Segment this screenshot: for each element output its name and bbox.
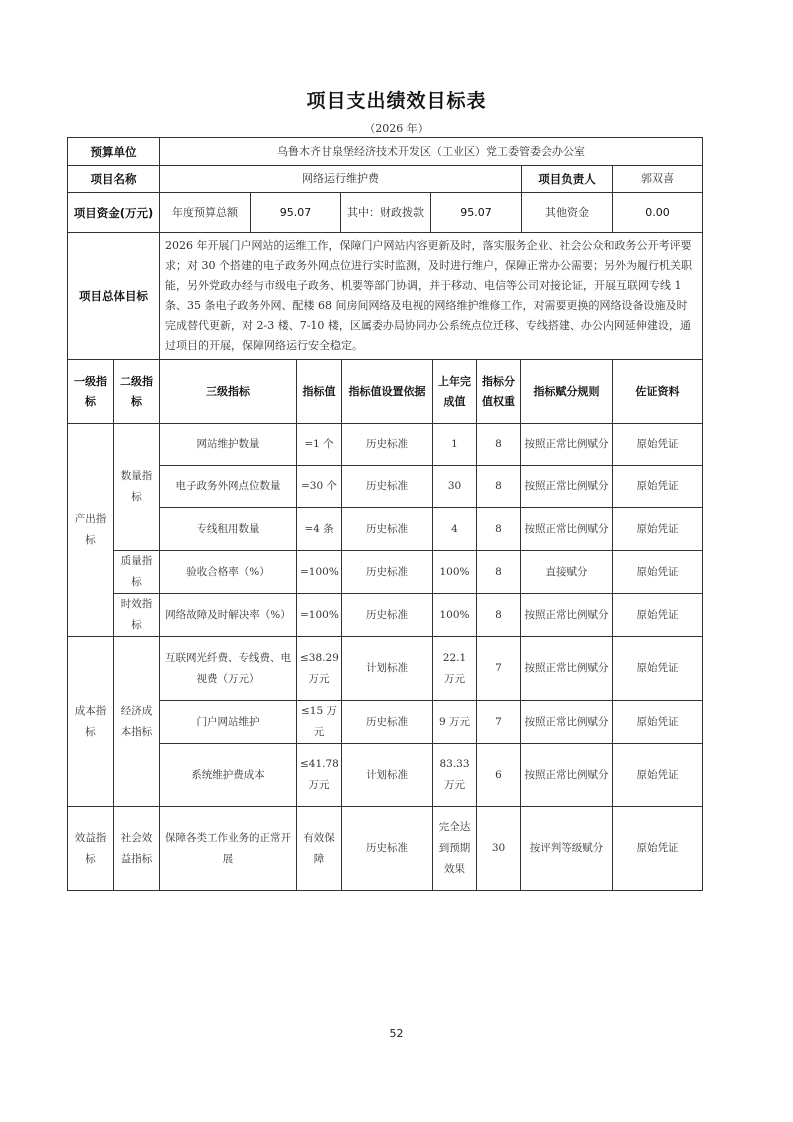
header-level1: 一级指标 xyxy=(68,360,114,424)
page-title: 项目支出绩效目标表 xyxy=(306,90,487,112)
indicator-name: 保障各类工作业务的正常开展 xyxy=(160,807,297,891)
indicator-last: 100% xyxy=(433,594,477,637)
indicator-rule: 按照正常比例赋分 xyxy=(521,508,613,551)
project-name-label: 项目名称 xyxy=(68,166,160,193)
indicator-name: 专线租用数量 xyxy=(160,508,297,551)
header-value: 指标值 xyxy=(297,360,342,424)
header-last-year: 上年完成值 xyxy=(433,360,477,424)
indicator-name: 电子政务外网点位数量 xyxy=(160,466,297,508)
table-row xyxy=(68,594,703,637)
indicator-basis: 计划标准 xyxy=(342,744,433,807)
group-quality: 质量指标 xyxy=(114,551,160,594)
indicator-value: ≤15 万元 xyxy=(297,701,342,744)
indicator-value: =4 条 xyxy=(297,508,342,551)
header-level3: 三级指标 xyxy=(160,360,297,424)
table-row xyxy=(68,424,703,466)
indicator-evidence: 原始凭证 xyxy=(613,701,703,744)
indicator-name: 验收合格率（%） xyxy=(160,551,297,594)
project-leader-value: 郭双喜 xyxy=(613,166,703,193)
indicator-weight: 7 xyxy=(477,701,521,744)
indicator-name: 网站维护数量 xyxy=(160,424,297,466)
group-cost: 成本指标 xyxy=(68,637,114,807)
goal-text: 2026 年开展门户网站的运维工作，保障门户网站内容更新及时，落实服务企业、社会公众和政务公开考评要求；对 30 个搭建的电子政务外网点位进行实时监测，及时进行维户，保障正常办公需要；另外为履行机关职能，另外党政办经与市级电子政务、机要等部门协调，并于移动、电信等公司对接论证，开展互联网专线 1 条、35 条电子政务外网、配楼 68 间房间网络及电视的网络维护维修工作，对需要更换的网络设备设施及时完成替代更新，对 2-3 楼、7-10 楼，区属委办局协同办公系统点位迁移、专线搭建、办公内网延伸建设，通过项目的开展，保障网络运行安全稳定。 xyxy=(160,233,703,360)
indicator-name: 门户网站维护 xyxy=(160,701,297,744)
group-quantity: 数量指标 xyxy=(114,424,160,551)
table-row xyxy=(68,807,703,891)
group-economic-cost: 经济成本指标 xyxy=(114,637,160,807)
indicator-basis: 历史标准 xyxy=(342,701,433,744)
indicator-evidence: 原始凭证 xyxy=(613,424,703,466)
indicator-value: ≤41.78 万元 xyxy=(297,744,342,807)
header-level2: 二级指标 xyxy=(114,360,160,424)
group-benefit: 效益指标 xyxy=(68,807,114,891)
indicator-last: 100% xyxy=(433,551,477,594)
project-name-value: 网络运行维护费 xyxy=(160,166,522,193)
project-info-table xyxy=(67,137,703,360)
indicator-value: 有效保障 xyxy=(297,807,342,891)
project-name-row xyxy=(68,166,703,193)
indicator-basis: 历史标准 xyxy=(342,466,433,508)
indicator-weight: 30 xyxy=(477,807,521,891)
indicator-rule: 按照正常比例赋分 xyxy=(521,424,613,466)
project-leader-label: 项目负责人 xyxy=(522,166,613,193)
indicator-last: 完全达到预期效果 xyxy=(433,807,477,891)
indicator-table xyxy=(67,359,703,891)
indicator-value: =100% xyxy=(297,594,342,637)
group-output: 产出指标 xyxy=(68,424,114,637)
goal-row xyxy=(68,233,703,360)
indicator-rule: 按照正常比例赋分 xyxy=(521,637,613,701)
indicator-weight: 8 xyxy=(477,466,521,508)
page-number: 52 xyxy=(389,1027,404,1040)
indicator-value: =100% xyxy=(297,551,342,594)
indicator-rule: 按照正常比例赋分 xyxy=(521,594,613,637)
indicator-evidence: 原始凭证 xyxy=(613,466,703,508)
indicator-rule: 按照正常比例赋分 xyxy=(521,466,613,508)
indicator-evidence: 原始凭证 xyxy=(613,551,703,594)
indicator-basis: 历史标准 xyxy=(342,424,433,466)
table-row xyxy=(68,466,703,508)
indicator-value: ≤38.29 万元 xyxy=(297,637,342,701)
table-row xyxy=(68,637,703,701)
table-row xyxy=(68,508,703,551)
indicator-last: 9 万元 xyxy=(433,701,477,744)
annual-budget-label: 年度预算总额 xyxy=(160,193,251,233)
table-row xyxy=(68,701,703,744)
indicator-evidence: 原始凭证 xyxy=(613,508,703,551)
annual-budget-value: 95.07 xyxy=(251,193,341,233)
fiscal-value: 95.07 xyxy=(431,193,522,233)
header-evidence: 佐证资料 xyxy=(613,360,703,424)
indicator-name: 网络故障及时解决率（%） xyxy=(160,594,297,637)
indicator-basis: 历史标准 xyxy=(342,594,433,637)
budget-unit-label: 预算单位 xyxy=(68,138,160,166)
header-basis: 指标值设置依据 xyxy=(342,360,433,424)
group-social-benefit: 社会效益指标 xyxy=(114,807,160,891)
table-row xyxy=(68,551,703,594)
goal-label: 项目总体目标 xyxy=(68,233,160,360)
header-row xyxy=(68,360,703,424)
indicator-last: 4 xyxy=(433,508,477,551)
indicator-value: =30 个 xyxy=(297,466,342,508)
budget-unit-row xyxy=(68,138,703,166)
indicator-rule: 直接赋分 xyxy=(521,551,613,594)
indicator-rule: 按照正常比例赋分 xyxy=(521,744,613,807)
indicator-rule: 按评判等级赋分 xyxy=(521,807,613,891)
fiscal-label: 其中：财政拨款 xyxy=(341,193,431,233)
indicator-value: =1 个 xyxy=(297,424,342,466)
indicator-last: 83.33 万元 xyxy=(433,744,477,807)
indicator-rule: 按照正常比例赋分 xyxy=(521,701,613,744)
indicator-name: 系统维护费成本 xyxy=(160,744,297,807)
funds-row xyxy=(68,193,703,233)
indicator-last: 22.1 万元 xyxy=(433,637,477,701)
indicator-evidence: 原始凭证 xyxy=(613,637,703,701)
indicator-weight: 7 xyxy=(477,637,521,701)
funds-label: 项目资金(万元) xyxy=(68,193,160,233)
table-row xyxy=(68,744,703,807)
header-rule: 指标赋分规则 xyxy=(521,360,613,424)
indicator-basis: 历史标准 xyxy=(342,508,433,551)
header-weight: 指标分值权重 xyxy=(477,360,521,424)
indicator-evidence: 原始凭证 xyxy=(613,594,703,637)
indicator-basis: 历史标准 xyxy=(342,807,433,891)
group-timeliness: 时效指标 xyxy=(114,594,160,637)
other-funds-label: 其他资金 xyxy=(522,193,613,233)
indicator-weight: 8 xyxy=(477,508,521,551)
budget-unit-value: 乌鲁木齐甘泉堡经济技术开发区（工业区）党工委管委会办公室 xyxy=(160,138,703,166)
indicator-last: 30 xyxy=(433,466,477,508)
indicator-last: 1 xyxy=(433,424,477,466)
indicator-weight: 8 xyxy=(477,594,521,637)
indicator-weight: 8 xyxy=(477,551,521,594)
indicator-basis: 计划标准 xyxy=(342,637,433,701)
indicator-evidence: 原始凭证 xyxy=(613,807,703,891)
year-subtitle: （2026 年） xyxy=(364,122,429,135)
indicator-weight: 8 xyxy=(477,424,521,466)
indicator-evidence: 原始凭证 xyxy=(613,744,703,807)
indicator-weight: 6 xyxy=(477,744,521,807)
indicator-name: 互联网光纤费、专线费、电视费（万元） xyxy=(160,637,297,701)
other-funds-value: 0.00 xyxy=(613,193,703,233)
indicator-basis: 历史标准 xyxy=(342,551,433,594)
